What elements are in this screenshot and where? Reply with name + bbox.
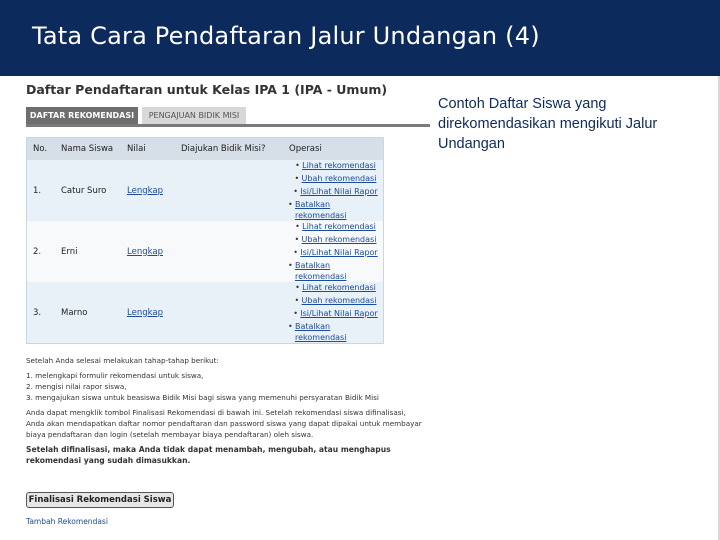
row-number: 3. bbox=[33, 307, 42, 318]
add-recommendation-link[interactable]: Tambah Rekomendasi bbox=[26, 517, 108, 526]
operations bbox=[283, 282, 383, 343]
recommendation-table bbox=[26, 137, 384, 344]
lihat-rekomendasi-link[interactable]: • Lihat rekomendasi bbox=[296, 160, 376, 171]
nilai-link bbox=[121, 160, 175, 221]
title-bar bbox=[0, 0, 720, 76]
operations bbox=[283, 160, 383, 221]
ubah-rekomendasi-link[interactable]: • Ubah rekomendasi bbox=[296, 295, 377, 306]
batalkan-rekomendasi-link[interactable]: • Batalkan rekomendasi bbox=[289, 260, 383, 282]
row-number: 2. bbox=[33, 246, 42, 257]
finalize-recommendation-button[interactable]: Finalisasi Rekomendasi Siswa bbox=[26, 492, 174, 508]
table-row bbox=[27, 160, 383, 221]
embedded-screenshot bbox=[26, 80, 426, 530]
tab-pengajuan-bidik-misi[interactable]: PENGAJUAN BIDIK MISI bbox=[142, 107, 246, 124]
lihat-rekomendasi-link[interactable]: • Lihat rekomendasi bbox=[296, 282, 376, 293]
page-heading: Daftar Pendaftaran untuk Kelas IPA 1 (IPA - Umum) bbox=[26, 82, 388, 97]
lengkap-link[interactable]: Lengkap bbox=[127, 185, 163, 196]
lihat-rekomendasi-link[interactable]: • Lihat rekomendasi bbox=[296, 221, 376, 232]
header-operasi: Operasi bbox=[289, 144, 322, 154]
isi-nilai-rapor-link[interactable]: • Isi/Lihat Nilai Rapor bbox=[294, 186, 377, 197]
student-name: Marno bbox=[61, 307, 88, 318]
student-name: Catur Suro bbox=[61, 185, 107, 196]
ubah-rekomendasi-link[interactable]: • Ubah rekomendasi bbox=[296, 173, 377, 184]
lengkap-link[interactable]: Lengkap bbox=[127, 307, 163, 318]
table-header bbox=[27, 138, 383, 160]
bidik-value bbox=[175, 221, 283, 282]
ubah-rekomendasi-link[interactable]: • Ubah rekomendasi bbox=[296, 234, 377, 245]
student-name: Erni bbox=[61, 246, 78, 257]
step-item: 3. mengajukan siswa untuk beasiswa Bidik Misi bagi siswa yang memenuhi persyaratan Bidik Misi bbox=[26, 393, 379, 402]
bidik-value bbox=[175, 282, 283, 343]
tab-bar bbox=[26, 107, 430, 127]
batalkan-rekomendasi-link[interactable]: • Batalkan rekomendasi bbox=[289, 321, 383, 343]
slide-title: Tata Cara Pendaftaran Jalur Undangan (4) bbox=[32, 22, 540, 50]
lengkap-link[interactable]: Lengkap bbox=[127, 246, 163, 257]
nilai-link bbox=[121, 282, 175, 343]
batalkan-rekomendasi-link[interactable]: • Batalkan rekomendasi bbox=[289, 199, 383, 221]
step-item: 1. melengkapi formulir rekomendasi untuk siswa, bbox=[26, 371, 204, 380]
instructions bbox=[26, 355, 426, 470]
nilai-link bbox=[121, 221, 175, 282]
instructions-intro: Setelah Anda selesai melakukan tahap-tahap berikut: bbox=[26, 356, 219, 365]
header-bidik: Diajukan Bidik Misi? bbox=[181, 144, 266, 154]
row-number: 1. bbox=[33, 185, 42, 196]
slide-caption: Contoh Daftar Siswa yang direkomendasikan mengikuti Jalur Undangan bbox=[438, 96, 658, 152]
tab-daftar-rekomendasi[interactable]: DAFTAR REKOMENDASI bbox=[26, 107, 138, 124]
isi-nilai-rapor-link[interactable]: • Isi/Lihat Nilai Rapor bbox=[294, 247, 377, 258]
header-nama: Nama Siswa bbox=[61, 144, 114, 154]
table-row bbox=[27, 221, 383, 282]
step-item: 2. mengisi nilai rapor siswa, bbox=[26, 382, 127, 391]
header-nilai: Nilai bbox=[127, 144, 146, 154]
table-row bbox=[27, 282, 383, 343]
finalize-explanation: Anda dapat mengklik tombol Finalisasi Rekomendasi di bawah ini. Setelah rekomendasi siswa difinalisasi, Anda akan mendapatkan daftar nomor pendaftaran dan password siswa yang dapat dipakai untuk membayar biaya pendaftaran dan login (setelah membayar biaya pendaftaran) oleh siswa. bbox=[26, 408, 422, 439]
instructions-steps bbox=[26, 370, 426, 403]
bidik-value bbox=[175, 160, 283, 221]
finalize-warning: Setelah difinalisasi, maka Anda tidak dapat menambah, mengubah, atau menghapus rekomendasi yang sudah dimasukkan. bbox=[26, 445, 391, 465]
header-no: No. bbox=[33, 144, 48, 154]
operations bbox=[283, 221, 383, 282]
isi-nilai-rapor-link[interactable]: • Isi/Lihat Nilai Rapor bbox=[294, 308, 377, 319]
